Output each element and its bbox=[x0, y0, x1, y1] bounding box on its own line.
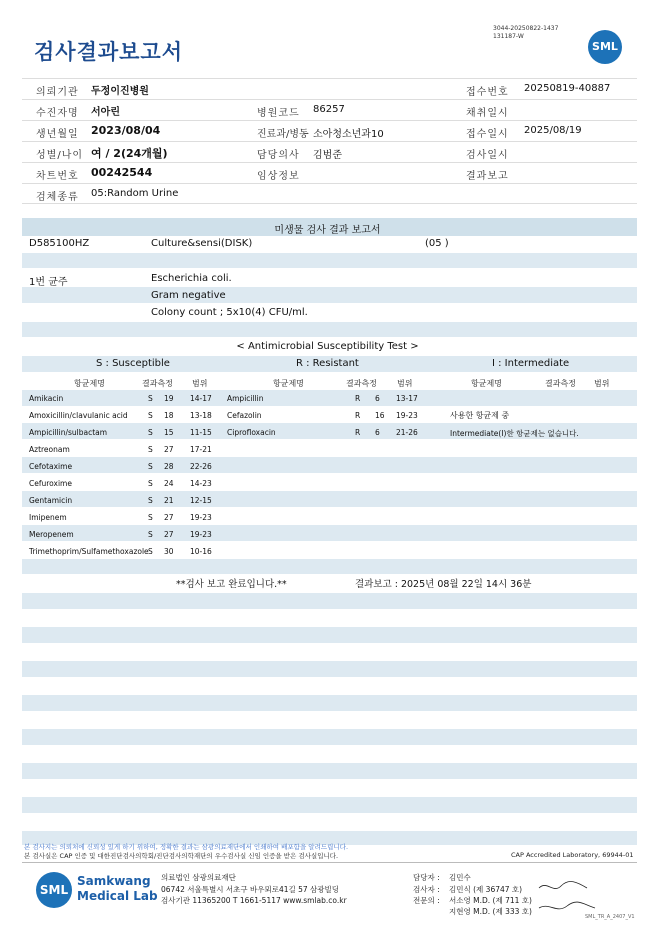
stripe bbox=[22, 457, 637, 473]
drug-result: S bbox=[148, 445, 153, 454]
drug-zone-value: 24 bbox=[164, 479, 174, 488]
col-header-range: 범위 bbox=[192, 379, 208, 388]
stripe bbox=[22, 661, 637, 677]
divider bbox=[22, 141, 637, 142]
stripe bbox=[22, 559, 637, 574]
colony-count: Colony count ; 5x10(4) CFU/ml. bbox=[151, 307, 308, 318]
section-title: 미생물 검사 결과 보고서 bbox=[274, 225, 381, 236]
drug-result: S bbox=[148, 479, 153, 488]
patient-name-label: 수진자명 bbox=[36, 108, 79, 119]
drug-name: Gentamicin bbox=[29, 496, 73, 505]
drug-range: 14-23 bbox=[190, 479, 212, 488]
stripe bbox=[22, 525, 637, 541]
doctor-label: 담당의사 bbox=[257, 150, 300, 161]
drug-name: Amikacin bbox=[29, 394, 64, 403]
stripe bbox=[22, 695, 637, 711]
stripe bbox=[22, 729, 637, 745]
institution-label: 의뢰기관 bbox=[36, 87, 79, 98]
drug-name: Trimethoprim/Sulfamethoxazole bbox=[29, 547, 149, 556]
stripe bbox=[22, 322, 637, 337]
drug-range: 22-26 bbox=[190, 462, 212, 471]
receipt-no-value: 20250819-40887 bbox=[524, 83, 611, 94]
drug-zone-value: 18 bbox=[164, 411, 174, 420]
col-header-result: 결과측정 bbox=[545, 379, 576, 388]
divider bbox=[22, 203, 637, 204]
sex-age-label: 성별/나이 bbox=[36, 150, 84, 161]
drug-name: Cefazolin bbox=[227, 411, 262, 420]
drug-range: 21-26 bbox=[396, 428, 418, 437]
drug-result: S bbox=[148, 547, 153, 556]
receipt-no-label: 접수번호 bbox=[466, 87, 509, 98]
drug-name: Aztreonam bbox=[29, 445, 70, 454]
dept-value: 소아청소년과10 bbox=[313, 129, 384, 140]
drug-name: Ampicillin bbox=[227, 394, 264, 403]
drug-zone-value: 27 bbox=[164, 445, 174, 454]
drug-range: 19-23 bbox=[190, 530, 212, 539]
hospital-code-value: 86257 bbox=[313, 104, 345, 115]
dept-label: 진료과/병동 bbox=[257, 129, 309, 140]
drug-zone-value: 21 bbox=[164, 496, 174, 505]
samkwang-logo-icon: SML bbox=[36, 872, 72, 908]
drug-result: R bbox=[355, 394, 361, 403]
drug-range: 14-17 bbox=[190, 394, 212, 403]
stripe bbox=[22, 287, 637, 303]
drug-range: 12-15 bbox=[190, 496, 212, 505]
col-header-drug: 항균제명 bbox=[74, 379, 105, 388]
patient-name-value: 서아린 bbox=[91, 107, 120, 118]
sml-logo: SML bbox=[588, 30, 622, 64]
tester-name: 김민식 (제 36747 호) bbox=[449, 885, 523, 894]
drug-zone-value: 16 bbox=[375, 411, 385, 420]
organism-name: Escherichia coli. bbox=[151, 273, 232, 284]
sex-age-value: 여 / 2(24개월) bbox=[91, 147, 168, 160]
chart-no-value: 00242544 bbox=[91, 166, 153, 179]
drug-result: S bbox=[148, 411, 153, 420]
drug-name: Imipenem bbox=[29, 513, 67, 522]
drug-range: 17-21 bbox=[190, 445, 212, 454]
divider bbox=[22, 862, 637, 863]
drug-range: 11-15 bbox=[190, 428, 212, 437]
barcode-text-2: 131187-W bbox=[493, 33, 524, 40]
stripe bbox=[22, 491, 637, 507]
specimen-value: 05:Random Urine bbox=[91, 188, 179, 199]
report-title: 검사결과보고서 bbox=[34, 40, 184, 64]
receipt-date-value: 2025/08/19 bbox=[524, 125, 582, 136]
birth-value: 2023/08/04 bbox=[91, 124, 161, 137]
drug-result: S bbox=[148, 513, 153, 522]
collect-date-label: 채취일시 bbox=[466, 108, 509, 119]
divider bbox=[22, 183, 637, 184]
drug-name: Cefotaxime bbox=[29, 462, 73, 471]
col-header-range: 범위 bbox=[594, 379, 610, 388]
stripe bbox=[22, 593, 637, 609]
drug-range: 19-23 bbox=[190, 513, 212, 522]
drug-range: 19-23 bbox=[396, 411, 418, 420]
cap-accreditation: CAP Accredited Laboratory, 69944-01 bbox=[511, 851, 634, 859]
staff-label: 담당자 : bbox=[413, 873, 440, 882]
org-contact: 검사기관 11365200 T 1661-5117 www.smlab.co.kr bbox=[161, 896, 347, 905]
drug-name: Ciprofloxacin bbox=[227, 428, 276, 437]
report-complete: **검사 보고 완료입니다.** bbox=[176, 579, 287, 590]
stripe bbox=[22, 797, 637, 813]
gram-stain: Gram negative bbox=[151, 290, 226, 301]
drug-result: R bbox=[355, 411, 361, 420]
col-header-result: 결과측정 bbox=[346, 379, 377, 388]
stripe bbox=[22, 627, 637, 643]
divider bbox=[22, 78, 637, 79]
stripe bbox=[22, 253, 637, 268]
staff-name: 김민수 bbox=[449, 873, 471, 882]
drug-name: Cefuroxime bbox=[29, 479, 72, 488]
drug-zone-value: 6 bbox=[375, 394, 380, 403]
col-header-drug: 항균제명 bbox=[471, 379, 502, 388]
barcode-text-1: 3044-20250822-1437 bbox=[493, 25, 559, 32]
drug-zone-value: 30 bbox=[164, 547, 174, 556]
col-header-drug: 항균제명 bbox=[273, 379, 304, 388]
drug-result: S bbox=[148, 462, 153, 471]
intermediate-note-1: 사용한 항균제 중 bbox=[450, 411, 510, 420]
drug-zone-value: 15 bbox=[164, 428, 174, 437]
drug-result: S bbox=[148, 530, 153, 539]
drug-zone-value: 27 bbox=[164, 513, 174, 522]
specialist-label: 전문의 : bbox=[413, 896, 440, 905]
drug-range: 10-16 bbox=[190, 547, 212, 556]
doctor-value: 김범준 bbox=[313, 150, 342, 161]
specimen-label: 검체종류 bbox=[36, 192, 79, 203]
birth-label: 생년월일 bbox=[36, 129, 79, 140]
footer-notice-1: 본 검사지는 의뢰처에 신뢰성 있게 하기 위하여, 정확한 결과는 삼광의료재단에서 인쇄하여 배포함을 알려드립니다. bbox=[24, 843, 349, 851]
stripe bbox=[22, 763, 637, 779]
report-time: 결과보고 : 2025년 08월 22일 14시 36분 bbox=[355, 579, 532, 590]
drug-result: S bbox=[148, 394, 153, 403]
drug-zone-value: 6 bbox=[375, 428, 380, 437]
divider bbox=[22, 120, 637, 121]
logo-text-top: Samkwang bbox=[77, 874, 151, 888]
drug-zone-value: 27 bbox=[164, 530, 174, 539]
legend-resistant: R : Resistant bbox=[296, 358, 359, 369]
drug-result: S bbox=[148, 496, 153, 505]
legend-susceptible: S : Susceptible bbox=[96, 358, 170, 369]
drug-range: 13-18 bbox=[190, 411, 212, 420]
stripe bbox=[22, 390, 637, 406]
col-header-range: 범위 bbox=[397, 379, 413, 388]
test-name: Culture&sensi(DISK) bbox=[151, 238, 253, 249]
drug-name: Amoxicillin/clavulanic acid bbox=[29, 411, 128, 420]
test-date-label: 검사일시 bbox=[466, 150, 509, 161]
drug-name: Meropenem bbox=[29, 530, 74, 539]
specialist-1: 서소영 M.D. (제 711 호) bbox=[449, 896, 532, 905]
legend-intermediate: I : Intermediate bbox=[492, 358, 570, 369]
org-address: 06742 서울특별시 서초구 바우뫼로41길 57 삼광빌딩 bbox=[161, 885, 340, 894]
receipt-date-label: 접수일시 bbox=[466, 129, 509, 140]
test-code: D585100HZ bbox=[29, 238, 90, 249]
chart-no-label: 차트번호 bbox=[36, 171, 79, 182]
hospital-code-label: 병원코드 bbox=[257, 108, 300, 119]
drug-zone-value: 28 bbox=[164, 462, 174, 471]
ast-title: < Antimicrobial Susceptibility Test > bbox=[236, 341, 419, 352]
test-number: (05 ) bbox=[425, 238, 449, 249]
signature-icon bbox=[537, 878, 597, 918]
col-header-result: 결과측정 bbox=[142, 379, 173, 388]
drug-result: R bbox=[355, 428, 361, 437]
logo-text-bottom: Medical Lab bbox=[77, 889, 158, 903]
footer-notice-2: 본 검사실은 CAP 인증 및 대한진단검사의학회/진단검사의학재단의 우수검사실 신임 인증을 받은 검사실입니다. bbox=[24, 852, 339, 860]
form-code: SML_TR_A_2407_V1 bbox=[585, 914, 635, 920]
drug-range: 13-17 bbox=[396, 394, 418, 403]
divider bbox=[22, 162, 637, 163]
clinical-info-label: 임상정보 bbox=[257, 171, 300, 182]
org-name: 의료법인 삼광의료재단 bbox=[161, 873, 236, 882]
divider bbox=[22, 99, 637, 100]
intermediate-note-2: Intermediate(I)한 항균제는 없습니다. bbox=[450, 429, 579, 438]
drug-result: S bbox=[148, 428, 153, 437]
drug-name: Ampicillin/sulbactam bbox=[29, 428, 108, 437]
result-report-label: 결과보고 bbox=[466, 171, 509, 182]
tester-label: 검사자 : bbox=[413, 885, 440, 894]
organism-label: 1번 균주 bbox=[29, 277, 68, 288]
institution-value: 두정이진병원 bbox=[91, 86, 149, 97]
drug-zone-value: 19 bbox=[164, 394, 174, 403]
specialist-2: 지현영 M.D. (제 333 호) bbox=[449, 907, 532, 916]
